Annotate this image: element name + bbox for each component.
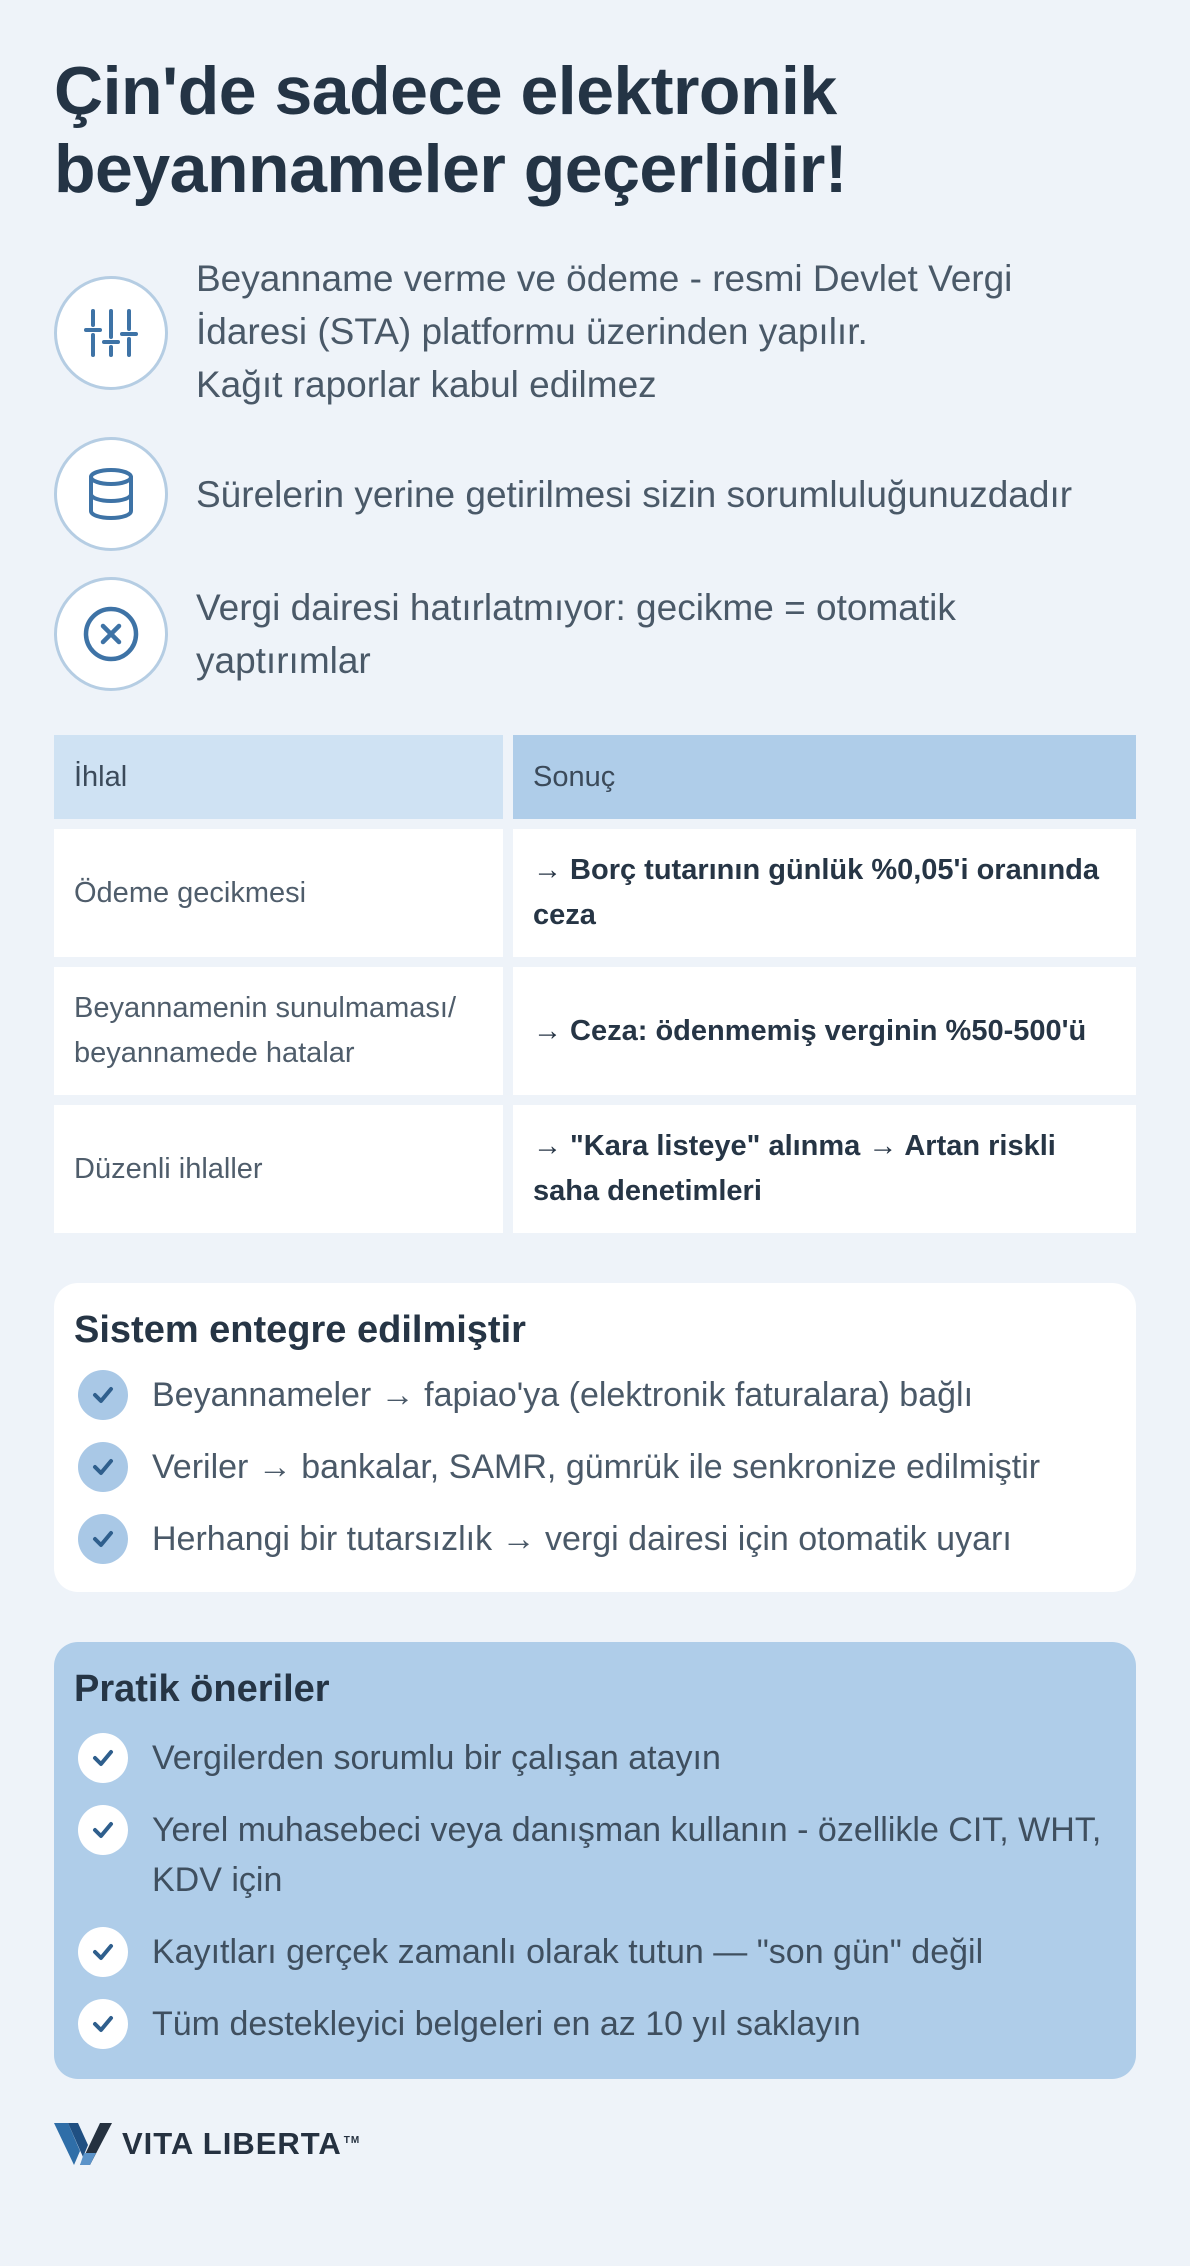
check-icon [78,1514,128,1564]
practical-tips-card [54,1642,1136,2079]
brand-name-text: VITA LIBERTA [122,2126,342,2161]
key-point-text: Sürelerin yerine getirilmesi sizin sorumluluğunuzdadır [196,473,1073,515]
list-item-text: Herhangi bir tutarsızlık → vergi dairesi için otomatik uyarı [152,1520,1012,1558]
key-point-electronic-filing [54,254,1136,411]
list-item-text: Kayıtları gerçek zamanlı olarak tutun — "son gün" değil [152,1933,984,1971]
table-cell-violation: Düzenli ihlaller [54,1105,503,1233]
list-item [74,1733,1116,1783]
table-cell-result: → "Kara listeye" alınma → Artan riskli saha denetimleri [513,1105,1136,1233]
database-icon [54,437,168,551]
card-title: Sistem entegre edilmiştir [74,1309,526,1351]
check-icon [78,1805,128,1855]
list-item [74,1927,1116,1977]
table-cell-violation: Ödeme gecikmesi [54,829,503,957]
key-point-text: Beyanname verme ve ödeme - resmi Devlet Vergi İdaresi (STA) platformu üzerinden yapılır. Kağıt raporlar kabul edilmez [196,258,1013,405]
check-icon [78,1733,128,1783]
list-item-text: Yerel muhasebeci veya danışman kullanın - özellikle CIT, WHT, KDV için [152,1811,1102,1899]
table-header-result: Sonuç [513,735,1136,819]
footer [54,2123,1136,2165]
list-item-text: Vergilerden sorumlu bir çalışan atayın [152,1739,721,1777]
page-title: Çin'de sadece elektronik beyannameler geçerlidir! [54,53,848,207]
sliders-icon [54,276,168,390]
card-title: Pratik öneriler [74,1668,330,1710]
list-item [74,1999,1116,2049]
close-circle-icon [54,577,168,691]
list-item [74,1442,1116,1492]
check-icon [78,1370,128,1420]
infographic [54,0,1136,2165]
list-item-text: Veriler → bankalar, SAMR, gümrük ile senkronize edilmiştir [152,1448,1041,1486]
key-points [54,254,1136,691]
check-icon [78,1442,128,1492]
table-cell-violation: Beyannamenin sunulmaması/ beyannamede hatalar [54,967,503,1095]
check-icon [78,1999,128,2049]
list-item [74,1805,1116,1905]
vita-liberta-logo-icon [54,2123,112,2165]
check-icon [78,1927,128,1977]
key-point-deadlines [54,437,1136,551]
list-item-text: Tüm destekleyici belgeleri en az 10 yıl saklayın [152,2005,861,2043]
table-header-violation: İhlal [54,735,503,819]
table-cell-result: → Borç tutarının günlük %0,05'i oranında ceza [513,829,1136,957]
list-item [74,1514,1116,1564]
integrated-system-card [54,1283,1136,1592]
table-cell-result: → Ceza: ödenmemiş verginin %50-500'ü [513,967,1136,1095]
list-item-text: Beyannameler → fapiao'ya (elektronik faturalara) bağlı [152,1376,974,1414]
violations-table [54,735,1136,1233]
brand-name [122,2126,360,2162]
key-point-no-reminder [54,577,1136,691]
trademark-mark: TM [343,2134,361,2146]
list-item [74,1370,1116,1420]
key-point-text: Vergi dairesi hatırlatmıyor: gecikme = otomatik yaptırımlar [196,587,956,681]
